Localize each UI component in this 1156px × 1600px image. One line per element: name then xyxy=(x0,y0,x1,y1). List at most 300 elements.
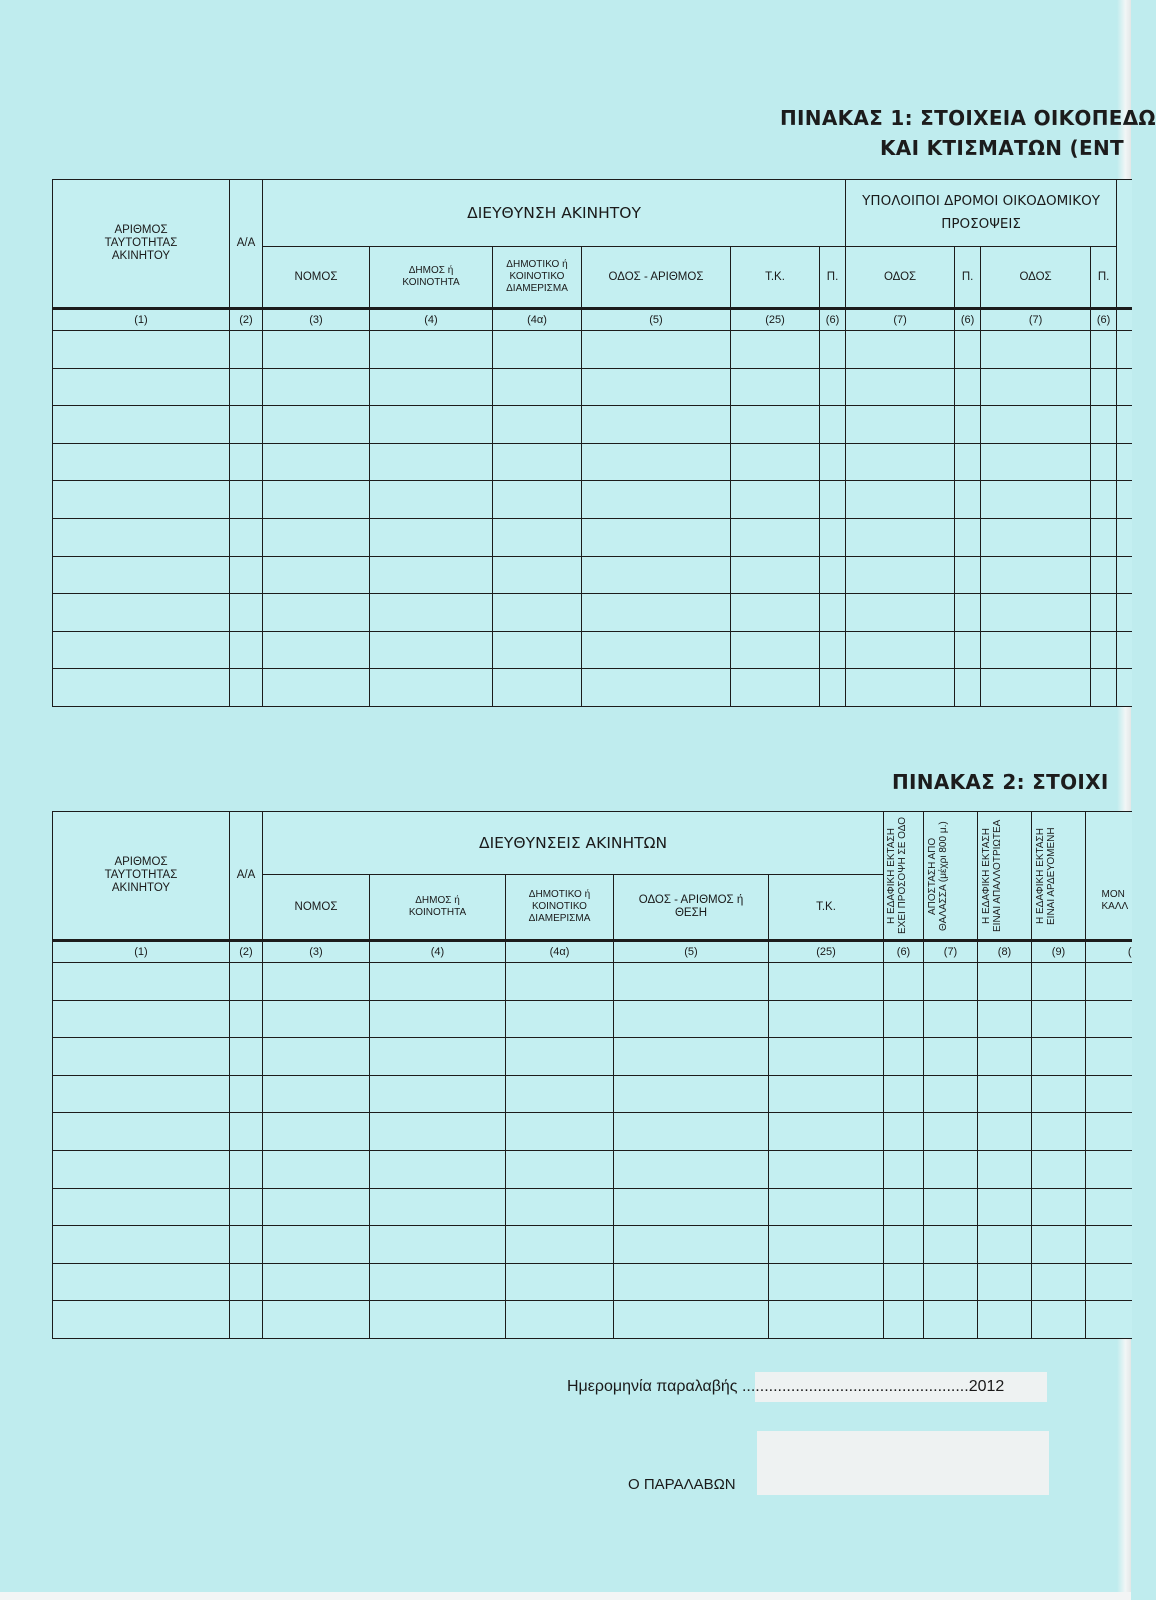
col-number: (6) xyxy=(884,941,924,963)
table-cell[interactable] xyxy=(370,481,493,519)
table-cell[interactable] xyxy=(1117,631,1132,669)
col-dimos-header: ΔΗΜΟΣ ή ΚΟΙΝΟΤΗΤΑ xyxy=(370,247,493,309)
table-cell[interactable] xyxy=(582,443,731,481)
table-cell[interactable] xyxy=(370,1263,506,1301)
table-cell[interactable] xyxy=(731,406,820,444)
table-cell[interactable] xyxy=(53,331,230,369)
table-cell[interactable] xyxy=(846,443,955,481)
table-cell[interactable] xyxy=(582,331,731,369)
table-cell[interactable] xyxy=(769,1301,884,1339)
table-cell[interactable] xyxy=(955,631,981,669)
receipt-date-year: 2012 xyxy=(968,1378,1005,1395)
table-cell[interactable] xyxy=(1032,963,1086,1001)
table-cell[interactable] xyxy=(1117,368,1132,406)
table-cell[interactable] xyxy=(884,1263,924,1301)
table-cell[interactable] xyxy=(370,368,493,406)
table-cell[interactable] xyxy=(263,1113,370,1151)
table-cell[interactable] xyxy=(230,669,263,707)
table-cell[interactable] xyxy=(230,1113,263,1151)
table-row xyxy=(53,1150,1132,1188)
table-cell[interactable] xyxy=(614,1150,769,1188)
table-cell[interactable] xyxy=(769,963,884,1001)
table-cell[interactable] xyxy=(955,518,981,556)
table-cell[interactable] xyxy=(846,481,955,519)
col-number: (25) xyxy=(731,309,820,331)
table-cell[interactable] xyxy=(820,481,846,519)
table-cell[interactable] xyxy=(1086,1150,1132,1188)
col-expropriable-label: Η ΕΔΑΦΙΚΗ ΕΚΤΑΣΗ ΕΙΝΑΙ ΑΠΑΛΛΟΤΡΙΩΤΕΑ xyxy=(980,819,1003,932)
table-cell[interactable] xyxy=(506,1038,614,1076)
table-cell[interactable] xyxy=(884,1226,924,1264)
table-cell[interactable] xyxy=(230,481,263,519)
table-cell[interactable] xyxy=(924,1301,978,1339)
table-cell[interactable] xyxy=(924,1000,978,1038)
table-cell[interactable] xyxy=(614,1301,769,1339)
table-cell[interactable] xyxy=(924,1113,978,1151)
table-cell[interactable] xyxy=(981,331,1091,369)
table-cell[interactable] xyxy=(263,594,370,632)
table-cell[interactable] xyxy=(884,1188,924,1226)
table-cell[interactable] xyxy=(370,443,493,481)
col-number: (25) xyxy=(769,941,884,963)
table-cell[interactable] xyxy=(263,556,370,594)
col-number: (6) xyxy=(955,309,981,331)
table-cell[interactable] xyxy=(506,1000,614,1038)
table-cell[interactable] xyxy=(370,594,493,632)
table-cell[interactable] xyxy=(614,963,769,1001)
table-cell[interactable] xyxy=(1117,481,1132,519)
table2-body xyxy=(53,963,1132,1339)
table-cell[interactable] xyxy=(370,1301,506,1339)
table-cell[interactable] xyxy=(370,1113,506,1151)
table-cell[interactable] xyxy=(1086,1263,1132,1301)
table-cell[interactable] xyxy=(1091,368,1117,406)
col-sea-distance-header xyxy=(924,812,978,941)
table-cell[interactable] xyxy=(1117,406,1132,444)
table-cell[interactable] xyxy=(370,1075,506,1113)
col-number: (1) xyxy=(53,941,230,963)
table-cell[interactable] xyxy=(981,481,1091,519)
table-cell[interactable] xyxy=(230,1075,263,1113)
table-cell[interactable] xyxy=(1117,556,1132,594)
table-cell[interactable] xyxy=(955,594,981,632)
table-cell[interactable] xyxy=(582,518,731,556)
table-cell[interactable] xyxy=(955,406,981,444)
table-cell[interactable] xyxy=(1032,1301,1086,1339)
table2-title: ΠΙΝΑΚΑΣ 2: ΣΤΟΙΧΙ xyxy=(892,770,1109,794)
table-row xyxy=(53,1188,1132,1226)
table-cell[interactable] xyxy=(769,1113,884,1151)
table-cell[interactable] xyxy=(493,443,582,481)
table-cell[interactable] xyxy=(884,1075,924,1113)
table-row xyxy=(53,594,1132,632)
table-row xyxy=(53,368,1132,406)
table-cell[interactable] xyxy=(1086,1000,1132,1038)
table-cell[interactable] xyxy=(370,1150,506,1188)
table-cell[interactable] xyxy=(1091,331,1117,369)
table-row xyxy=(53,518,1132,556)
table-cell[interactable] xyxy=(263,518,370,556)
table-cell[interactable] xyxy=(1032,1075,1086,1113)
table-cell[interactable] xyxy=(506,1301,614,1339)
table-cell[interactable] xyxy=(1117,331,1132,369)
table-cell[interactable] xyxy=(924,1226,978,1264)
table-cell[interactable] xyxy=(263,443,370,481)
table-cell[interactable] xyxy=(263,331,370,369)
table-cell[interactable] xyxy=(981,594,1091,632)
table-cell[interactable] xyxy=(820,518,846,556)
table-cell[interactable] xyxy=(230,406,263,444)
table-cell[interactable] xyxy=(53,443,230,481)
table-cell[interactable] xyxy=(1117,594,1132,632)
table-cell[interactable] xyxy=(370,669,493,707)
table-cell[interactable] xyxy=(955,556,981,594)
table-cell[interactable] xyxy=(1032,1263,1086,1301)
col-number: (7) xyxy=(981,309,1091,331)
table-cell[interactable] xyxy=(53,1038,230,1076)
table-cell[interactable] xyxy=(1086,1188,1132,1226)
table-cell[interactable] xyxy=(230,963,263,1001)
table-cell[interactable] xyxy=(263,1188,370,1226)
table-cell[interactable] xyxy=(582,368,731,406)
table-cell[interactable] xyxy=(1091,406,1117,444)
table-cell[interactable] xyxy=(731,594,820,632)
table-cell[interactable] xyxy=(978,1150,1032,1188)
table-cell[interactable] xyxy=(53,1075,230,1113)
table-cell[interactable] xyxy=(981,631,1091,669)
table-cell[interactable] xyxy=(769,1263,884,1301)
col-number: (6) xyxy=(820,309,846,331)
table-cell[interactable] xyxy=(978,1263,1032,1301)
table-cell[interactable] xyxy=(53,406,230,444)
table-cell[interactable] xyxy=(884,1150,924,1188)
table-cell[interactable] xyxy=(53,1150,230,1188)
table-cell[interactable] xyxy=(53,669,230,707)
table-cell[interactable] xyxy=(820,368,846,406)
table-cell[interactable] xyxy=(1086,1075,1132,1113)
table-cell[interactable] xyxy=(820,406,846,444)
table-cell[interactable] xyxy=(370,556,493,594)
table-cell[interactable] xyxy=(955,331,981,369)
table-cell[interactable] xyxy=(1032,1038,1086,1076)
table-cell[interactable] xyxy=(370,518,493,556)
col-nomos-header: ΝΟΜΟΣ xyxy=(263,247,370,309)
table-cell[interactable] xyxy=(53,1188,230,1226)
table-row xyxy=(53,1263,1132,1301)
table-cell[interactable] xyxy=(370,331,493,369)
col-number: (4) xyxy=(370,309,493,331)
col-number: (7) xyxy=(846,309,955,331)
table-cell[interactable] xyxy=(230,1188,263,1226)
table-cell[interactable] xyxy=(53,1000,230,1038)
table1-title-line1: ΠΙΝΑΚΑΣ 1: ΣΤΟΙΧΕΙΑ ΟΙΚΟΠΕΔΩ xyxy=(780,106,1156,130)
table-cell[interactable] xyxy=(53,1113,230,1151)
table-cell[interactable] xyxy=(1117,518,1132,556)
col-number: (8) xyxy=(978,941,1032,963)
table-cell[interactable] xyxy=(506,963,614,1001)
table-cell[interactable] xyxy=(614,1188,769,1226)
table-cell[interactable] xyxy=(981,406,1091,444)
table-cell[interactable] xyxy=(981,556,1091,594)
table-cell[interactable] xyxy=(263,631,370,669)
table-cell[interactable] xyxy=(978,1000,1032,1038)
table-cell[interactable] xyxy=(846,331,955,369)
table-cell[interactable] xyxy=(731,368,820,406)
table-cell[interactable] xyxy=(263,368,370,406)
table-cell[interactable] xyxy=(1086,1038,1132,1076)
table-cell[interactable] xyxy=(370,1038,506,1076)
table-cell[interactable] xyxy=(263,481,370,519)
table-cell[interactable] xyxy=(769,1000,884,1038)
table-cell[interactable] xyxy=(1032,1150,1086,1188)
table-cell[interactable] xyxy=(820,631,846,669)
table-cell[interactable] xyxy=(820,443,846,481)
table-cell[interactable] xyxy=(506,1113,614,1151)
table-cell[interactable] xyxy=(263,1075,370,1113)
table-cell[interactable] xyxy=(884,1038,924,1076)
table-cell[interactable] xyxy=(820,331,846,369)
table-cell[interactable] xyxy=(1032,1188,1086,1226)
table-cell[interactable] xyxy=(731,556,820,594)
table-cell[interactable] xyxy=(884,1113,924,1151)
table-cell[interactable] xyxy=(493,481,582,519)
table-cell[interactable] xyxy=(582,669,731,707)
col-expropriable-header xyxy=(978,812,1032,941)
table-cell[interactable] xyxy=(614,1263,769,1301)
table-row xyxy=(53,443,1132,481)
col-tk-header: Τ.Κ. xyxy=(769,875,884,941)
table-cell[interactable] xyxy=(582,556,731,594)
table-cell[interactable] xyxy=(263,1301,370,1339)
group-address-header: ΔΙΕΥΘΥΝΣΗ ΑΚΙΝΗΤΟΥ xyxy=(263,180,846,247)
table-cell[interactable] xyxy=(884,963,924,1001)
table-cell[interactable] xyxy=(614,1226,769,1264)
table-cell[interactable] xyxy=(846,518,955,556)
col-p-header: Π. xyxy=(955,247,981,309)
table-cell[interactable] xyxy=(370,963,506,1001)
table-cell[interactable] xyxy=(493,631,582,669)
table-cell[interactable] xyxy=(370,1226,506,1264)
table-cell[interactable] xyxy=(978,1075,1032,1113)
table-cell[interactable] xyxy=(884,1000,924,1038)
table-cell[interactable] xyxy=(614,1075,769,1113)
table-cell[interactable] xyxy=(1117,669,1132,707)
table-cell[interactable] xyxy=(981,669,1091,707)
table-cell[interactable] xyxy=(53,1226,230,1264)
cut-cell xyxy=(1117,309,1132,331)
table-cell[interactable] xyxy=(230,631,263,669)
table-cell[interactable] xyxy=(493,331,582,369)
table-cell[interactable] xyxy=(1091,556,1117,594)
table-cell[interactable] xyxy=(769,1150,884,1188)
table-cell[interactable] xyxy=(230,594,263,632)
table-cell[interactable] xyxy=(53,556,230,594)
table-cell[interactable] xyxy=(981,368,1091,406)
table-cell[interactable] xyxy=(981,443,1091,481)
col-number: (1) xyxy=(53,309,230,331)
table-cell[interactable] xyxy=(506,1150,614,1188)
table-cell[interactable] xyxy=(263,963,370,1001)
table-cell[interactable] xyxy=(1032,1000,1086,1038)
table-cell[interactable] xyxy=(370,406,493,444)
table-cell[interactable] xyxy=(230,443,263,481)
table-cell[interactable] xyxy=(370,1188,506,1226)
table-row xyxy=(53,1075,1132,1113)
table-cell[interactable] xyxy=(230,1226,263,1264)
table-cell[interactable] xyxy=(769,1188,884,1226)
receipt-date-label: Ημερομηνία παραλαβής xyxy=(567,1378,738,1395)
table-cell[interactable] xyxy=(506,1188,614,1226)
table-cell[interactable] xyxy=(230,1038,263,1076)
table-cell[interactable] xyxy=(263,1226,370,1264)
table-cell[interactable] xyxy=(53,963,230,1001)
table-cell[interactable] xyxy=(846,669,955,707)
table-cell[interactable] xyxy=(230,1263,263,1301)
table-cell[interactable] xyxy=(978,1113,1032,1151)
table-cell[interactable] xyxy=(506,1075,614,1113)
table-cell[interactable] xyxy=(230,518,263,556)
table-cell[interactable] xyxy=(924,1188,978,1226)
table-cell[interactable] xyxy=(1032,1113,1086,1151)
table-cell[interactable] xyxy=(731,443,820,481)
table-cell[interactable] xyxy=(53,631,230,669)
table-cell[interactable] xyxy=(981,518,1091,556)
table-cell[interactable] xyxy=(924,1075,978,1113)
table-cell[interactable] xyxy=(1091,631,1117,669)
table-cell[interactable] xyxy=(1086,1226,1132,1264)
table-cell[interactable] xyxy=(1086,963,1132,1001)
table-cell[interactable] xyxy=(493,518,582,556)
table-cell[interactable] xyxy=(582,406,731,444)
table-cell[interactable] xyxy=(506,1263,614,1301)
table-cell[interactable] xyxy=(978,1301,1032,1339)
table-cell[interactable] xyxy=(1091,518,1117,556)
table-cell[interactable] xyxy=(978,1188,1032,1226)
table-cell[interactable] xyxy=(924,1038,978,1076)
col-diamerisma-header: ΔΗΜΟΤΙΚΟ ή ΚΟΙΝΟΤΙΚΟ ΔΙΑΜΕΡΙΣΜΑ xyxy=(493,247,582,309)
col-number: ( xyxy=(1086,941,1132,963)
table-cell[interactable] xyxy=(230,331,263,369)
table-cell[interactable] xyxy=(263,1000,370,1038)
table-cell[interactable] xyxy=(820,669,846,707)
col-diamerisma-header: ΔΗΜΟΤΙΚΟ ή ΚΟΙΝΟΤΙΚΟ ΔΙΑΜΕΡΙΣΜΑ xyxy=(506,875,614,941)
col-number: (5) xyxy=(614,941,769,963)
table-cell[interactable] xyxy=(582,481,731,519)
table-cell[interactable] xyxy=(53,481,230,519)
table-cell[interactable] xyxy=(955,443,981,481)
table-cell[interactable] xyxy=(731,631,820,669)
table-cell[interactable] xyxy=(978,1038,1032,1076)
table-cell[interactable] xyxy=(955,368,981,406)
table-cell[interactable] xyxy=(53,368,230,406)
table-row xyxy=(53,1226,1132,1264)
table-cell[interactable] xyxy=(924,963,978,1001)
table-cell[interactable] xyxy=(769,1226,884,1264)
table-cell[interactable] xyxy=(53,1301,230,1339)
table-cell[interactable] xyxy=(846,556,955,594)
table-cell[interactable] xyxy=(53,518,230,556)
table-cell[interactable] xyxy=(493,556,582,594)
table-cell[interactable] xyxy=(263,1038,370,1076)
table-cell[interactable] xyxy=(1091,443,1117,481)
table-cell[interactable] xyxy=(1091,594,1117,632)
table-cell[interactable] xyxy=(614,1113,769,1151)
group-other-roads-header: ΥΠΟΛΟΙΠΟΙ ΔΡΟΜΟΙ ΟΙΚΟΔΟΜΙΚΟΥ ΠΡΟΣΟΨΕΙΣ xyxy=(846,180,1117,247)
table-cell[interactable] xyxy=(1086,1113,1132,1151)
table-cell[interactable] xyxy=(53,594,230,632)
table-cell[interactable] xyxy=(230,1000,263,1038)
table-cell[interactable] xyxy=(582,631,731,669)
table-cell[interactable] xyxy=(846,594,955,632)
table-cell[interactable] xyxy=(263,1150,370,1188)
table-cell[interactable] xyxy=(230,1301,263,1339)
table-cell[interactable] xyxy=(924,1150,978,1188)
table-cell[interactable] xyxy=(493,669,582,707)
table-cell[interactable] xyxy=(955,669,981,707)
col-irrigated-label: Η ΕΔΑΦΙΚΗ ΕΚΤΑΣΗ ΕΙΝΑΙ ΑΡΔΕΥΟΜΕΝΗ xyxy=(1034,826,1057,925)
table-cell[interactable] xyxy=(769,1038,884,1076)
table-cell[interactable] xyxy=(978,963,1032,1001)
table-cell[interactable] xyxy=(846,368,955,406)
table-cell[interactable] xyxy=(1117,443,1132,481)
table-cell[interactable] xyxy=(263,1263,370,1301)
table-cell[interactable] xyxy=(924,1263,978,1301)
table-cell[interactable] xyxy=(506,1226,614,1264)
table-row xyxy=(53,406,1132,444)
table-cell[interactable] xyxy=(1091,481,1117,519)
table-cell[interactable] xyxy=(614,1038,769,1076)
table-cell[interactable] xyxy=(820,556,846,594)
col-road-header: ΟΔΟΣ xyxy=(981,247,1091,309)
bottom-strip xyxy=(0,1592,1131,1600)
table-cell[interactable] xyxy=(493,368,582,406)
table-cell[interactable] xyxy=(230,556,263,594)
table-cell[interactable] xyxy=(370,1000,506,1038)
table-cell[interactable] xyxy=(614,1000,769,1038)
table-cell[interactable] xyxy=(769,1075,884,1113)
table-cell[interactable] xyxy=(731,481,820,519)
table-cell[interactable] xyxy=(230,1150,263,1188)
table-cell[interactable] xyxy=(263,406,370,444)
table-cell[interactable] xyxy=(582,594,731,632)
column-number-row xyxy=(53,309,1132,331)
table-cell[interactable] xyxy=(230,368,263,406)
table-cell[interactable] xyxy=(370,631,493,669)
table-cell[interactable] xyxy=(820,594,846,632)
col-number: (5) xyxy=(582,309,731,331)
col-frontage-label: Η ΕΔΑΦΙΚΗ ΕΚΤΑΣΗ ΕΧΕΙ ΠΡΟΣΟΨΗ ΣΕ ΟΔΟ xyxy=(885,817,908,934)
col-odos-header: ΟΔΟΣ - ΑΡΙΘΜΟΣ xyxy=(582,247,731,309)
table-row xyxy=(53,1301,1132,1339)
table-cell[interactable] xyxy=(493,406,582,444)
table-cell[interactable] xyxy=(53,1263,230,1301)
table-cell[interactable] xyxy=(731,331,820,369)
table-cell[interactable] xyxy=(731,518,820,556)
table-row xyxy=(53,331,1132,369)
table-cell[interactable] xyxy=(263,669,370,707)
table-cell[interactable] xyxy=(884,1301,924,1339)
table-cell[interactable] xyxy=(1086,1301,1132,1339)
table-cell[interactable] xyxy=(731,669,820,707)
table-cell[interactable] xyxy=(846,631,955,669)
table-cell[interactable] xyxy=(978,1226,1032,1264)
table-cell[interactable] xyxy=(846,406,955,444)
table-cell[interactable] xyxy=(955,481,981,519)
table-cell[interactable] xyxy=(1032,1226,1086,1264)
table-cell[interactable] xyxy=(493,594,582,632)
table-cell[interactable] xyxy=(1091,669,1117,707)
table2 xyxy=(52,811,1132,1339)
